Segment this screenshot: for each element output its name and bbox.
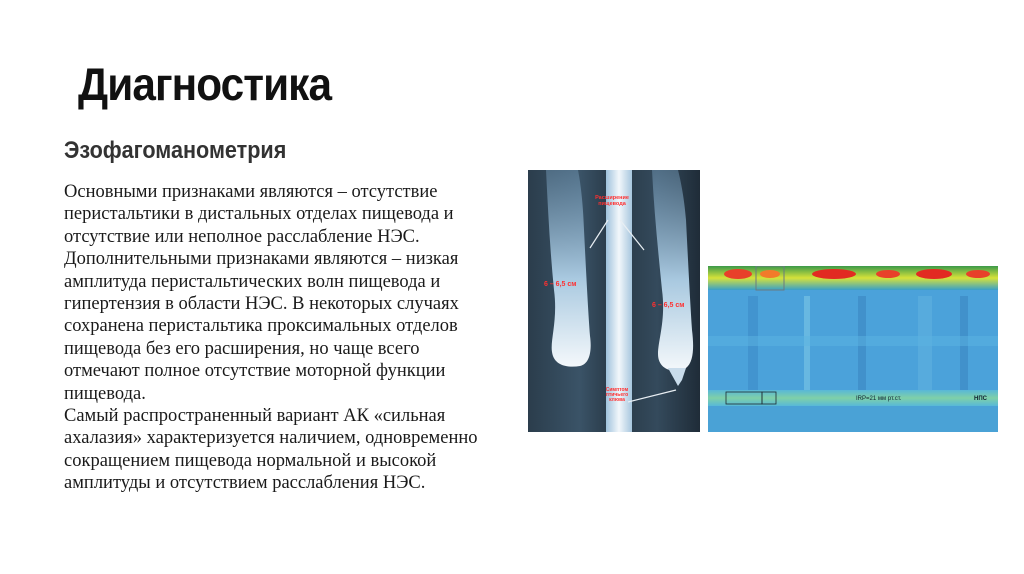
xray-label-symptom: Симптом птичьего клюва — [605, 387, 629, 403]
paragraph-main-signs: Основными признаками являются – отсутствие перистальтики в дистальных отделах пищевода и отсутствие или неполное расслабление НЭС. Дополнительными признаками являются – низкая амплитуда перистальтических волн пищевода и гипертензия в области НЭС. В некоторых случаях сохранена перистальтика проксимальных отделов пищевода без его расширения, но чаще всего отмечают полное отсутствие моторной функции пищевода. — [64, 182, 459, 404]
slide-subtitle: Эзофагоманометрия — [64, 137, 287, 164]
manometry-irp-label: IRP=21 мм рт.ст. — [856, 396, 902, 402]
manometry-nps-label: НПС — [974, 396, 987, 402]
body-text — [64, 181, 544, 495]
slide-title: Диагностика — [78, 58, 332, 110]
xray-image — [528, 170, 700, 432]
xray-label-extension: Расширение пищевода — [595, 195, 629, 207]
manometry-image — [708, 266, 998, 432]
manometry-drawing — [708, 266, 998, 432]
xray-label-right-size: 6 – 6,5 см — [652, 302, 685, 309]
paragraph-strong-achalasia: Самый распространенный вариант АК «сильная ахалазия» характеризуется наличием, одновременно сокращением пищевода нормальной и высокой амплитуды и отсутствием расслабления НЭС. — [64, 406, 478, 494]
xray-label-left-size: 6 – 6,5 см — [544, 281, 577, 288]
